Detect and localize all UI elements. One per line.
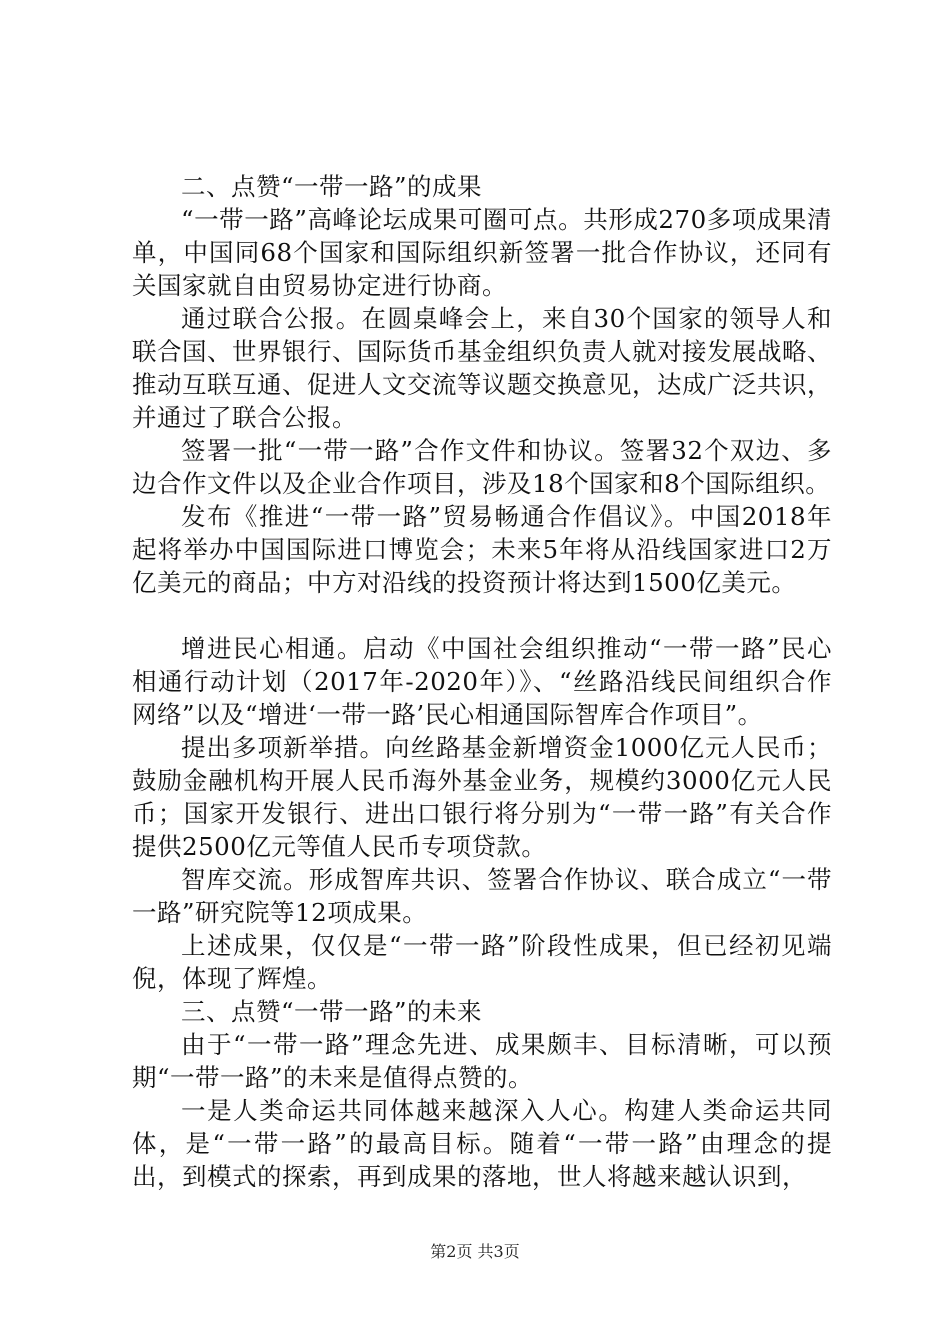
paragraph-joint-communique: 通过联合公报。在圆桌峰会上，来自30个国家的领导人和联合国、世界银行、国际货币基金组织负责人就对接发展战略、推动互联互通、促进人文交流等议题交换意见，达成广泛共识，并通过了联合公报。 [132,304,832,432]
section-heading-achievements: 二、点赞“一带一路”的成果 [181,172,483,201]
paragraph-people-connectivity: 增进民心相通。启动《中国社会组织推动“一带一路”民心相通行动计划（2017年-2020年）》、“丝路沿线民间组织合作网络”以及“增进‘一带一路’民心相通国际智库合作项目”。 [132,634,832,729]
paragraph-shared-future: 一是人类命运共同体越来越深入人心。构建人类命运共同体，是“一带一路”的最高目标。随着“一带一路”由理念的提出，到模式的探索，再到成果的落地，世人将越来越认识到， [132,1096,832,1191]
document-body [132,170,832,1193]
page-number-footer: 第2页 共3页 [430,1242,520,1261]
paragraph-cooperation-documents: 签署一批“一带一路”合作文件和协议。签署32个双边、多边合作文件以及企业合作项目，涉及18个国家和8个国际组织。 [132,436,832,498]
paragraph-forum-results: “一带一路”高峰论坛成果可圈可点。共形成270多项成果清单，中国同68个国家和国际组织新签署一批合作协议，还同有关国家就自由贸易协定进行协商。 [132,205,832,300]
paragraph-future-outlook: 由于“一带一路”理念先进、成果颇丰、目标清晰，可以预期“一带一路”的未来是值得点赞的。 [132,1030,832,1092]
paragraph-trade-initiative: 发布《推进“一带一路”贸易畅通合作倡议》。中国2018年起将举办中国国际进口博览会；未来5年将从沿线国家进口2万亿美元的商品；中方对沿线的投资预计将达到1500亿美元。 [132,502,832,597]
paragraph-summary: 上述成果，仅仅是“一带一路”阶段性成果，但已经初见端倪，体现了辉煌。 [132,931,832,993]
paragraph-think-tank: 智库交流。形成智库共识、签署合作协议、联合成立“一带一路”研究院等12项成果。 [132,865,832,927]
section-heading-future: 三、点赞“一带一路”的未来 [181,997,483,1026]
paragraph-new-measures: 提出多项新举措。向丝路基金新增资金1000亿元人民币；鼓励金融机构开展人民币海外基金业务，规模约3000亿元人民币；国家开发银行、进出口银行将分别为“一带一路”有关合作提供2500亿元等值人民币专项贷款。 [132,733,832,861]
